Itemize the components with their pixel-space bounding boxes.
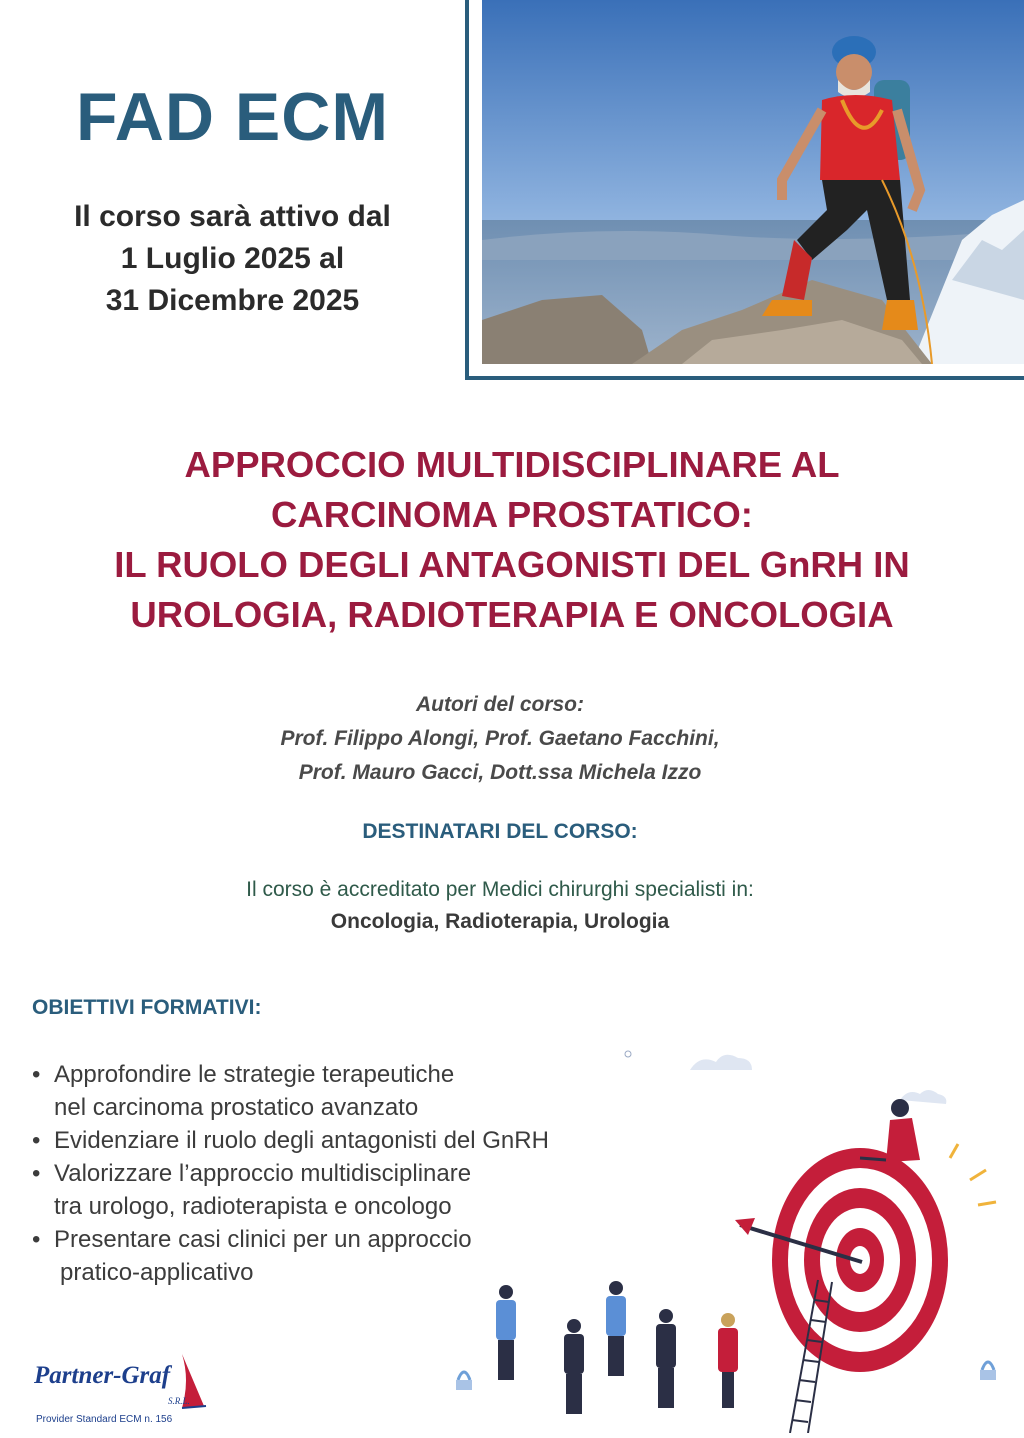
authors-block xyxy=(0,688,1000,790)
objective-1-line-1: • Approfondire le strategie terapeutiche xyxy=(54,1061,455,1088)
authors-label: Autori del corso: xyxy=(415,693,584,716)
objective-2-line-1: • Evidenziare il ruolo degli antagonisti del GnRH xyxy=(54,1127,549,1154)
provider-text: Provider Standard ECM n. 156 xyxy=(36,1414,173,1425)
recipients-block xyxy=(0,874,1000,938)
course-title-line-3: IL RUOLO DEGLI ANTAGONISTI DEL GnRH IN xyxy=(114,544,910,585)
objective-4-line-1: • Presentare casi clinici per un approccio xyxy=(54,1226,472,1253)
logo-text: Partner-Graf xyxy=(34,1362,171,1389)
climber-photo xyxy=(482,0,1024,364)
course-dates xyxy=(0,196,465,322)
recipients-title: DESTINATARI DEL CORSO: xyxy=(362,820,638,843)
target-illustration xyxy=(430,1030,1024,1433)
dates-line-2: 1 Luglio 2025 al xyxy=(120,242,345,275)
course-title-line-2: CARCINOMA PROSTATICO: xyxy=(271,494,753,535)
objectives-title: OBIETTIVI FORMATIVI: xyxy=(32,996,262,1019)
page-title: FAD ECM xyxy=(76,79,389,155)
authors-line-2: Prof. Mauro Gacci, Dott.ssa Michela Izzo xyxy=(298,761,702,784)
recipients-specialties: Oncologia, Radioterapia, Urologia xyxy=(330,910,670,933)
dates-line-1: Il corso sarà attivo dal xyxy=(74,200,391,233)
objective-4-line-2: pratico-applicativo xyxy=(60,1259,254,1286)
objective-1-line-2: nel carcinoma prostatico avanzato xyxy=(54,1094,419,1121)
dates-line-3: 31 Dicembre 2025 xyxy=(105,284,360,317)
course-title xyxy=(20,440,1004,640)
recipients-text: Il corso è accreditato per Medici chirurghi specialisti in: xyxy=(246,878,754,901)
course-title-line-1: APPROCCIO MULTIDISCIPLINARE AL xyxy=(184,444,840,485)
authors-line-1: Prof. Filippo Alongi, Prof. Gaetano Facchini, xyxy=(280,727,720,750)
course-title-line-4: UROLOGIA, RADIOTERAPIA E ONCOLOGIA xyxy=(130,594,894,635)
logo-suffix: S.R.L. xyxy=(168,1396,190,1406)
objective-3-line-1: • Valorizzare l’approccio multidisciplinare xyxy=(54,1160,472,1187)
objective-3-line-2: tra urologo, radioterapista e oncologo xyxy=(54,1193,452,1220)
